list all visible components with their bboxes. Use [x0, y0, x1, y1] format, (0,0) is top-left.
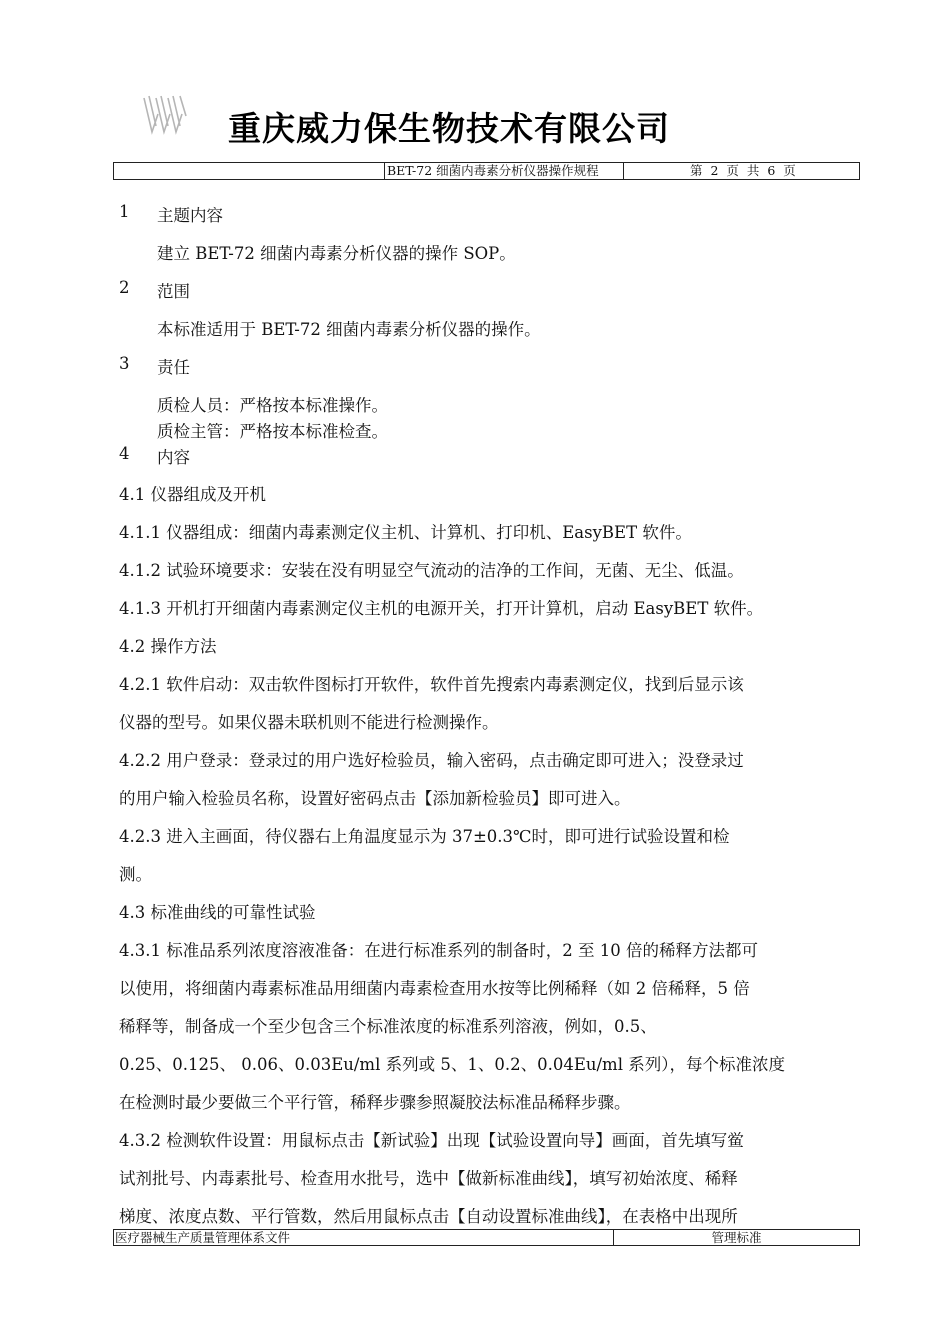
- paragraph-4-1-2: 4.1.2 试验环境要求：安装在没有明显空气流动的洁净的工作间，无菌、无尘、低温。: [119, 561, 744, 580]
- page-number: 第 2 页 共 6 页: [690, 163, 796, 178]
- paragraph-4-3-1-line-2: 以使用，将细菌内毒素标准品用细菌内毒素检查用水按等比例稀释（如 2 倍稀释，5 倍: [119, 979, 750, 998]
- paragraph-4-3-2-line-3: 梯度、浓度点数、平行管数，然后用鼠标点击【自动设置标准曲线】，在表格中出现所: [119, 1207, 738, 1226]
- section-2-text: 本标准适用于 BET-72 细菌内毒素分析仪器的操作。: [157, 320, 541, 339]
- paragraph-4-3-2-line-2: 试剂批号、内毒素批号、检查用水批号，选中【做新标准曲线】，填写初始浓度、稀释: [119, 1169, 738, 1188]
- document-title: BET-72 细菌内毒素分析仪器操作规程: [385, 163, 624, 179]
- paragraph-4-1: 4.1 仪器组成及开机: [119, 485, 266, 504]
- section-4-heading: 4 内容: [119, 444, 190, 467]
- section-2-heading: 2 范围: [119, 278, 190, 301]
- footer-table: [113, 1229, 860, 1246]
- paragraph-4-3-1-line-3: 稀释等，制备成一个至少包含三个标准浓度的标准系列溶液，例如，0.5、: [119, 1017, 657, 1036]
- section-1-text: 建立 BET-72 细菌内毒素分析仪器的操作 SOP。: [157, 244, 516, 263]
- document-body: [119, 200, 859, 1227]
- section-3-text-1: 质检人员：严格按本标准操作。: [157, 396, 388, 415]
- paragraph-4-2: 4.2 操作方法: [119, 637, 217, 656]
- company-name: 重庆威力保生物技术有限公司: [228, 109, 670, 148]
- paragraph-4-3-1-line-5: 在检测时最少要做三个平行管，稀释步骤参照凝胶法标准品稀释步骤。: [119, 1093, 631, 1112]
- company-logo-icon: [140, 92, 190, 142]
- paragraph-4-2-2-line-2: 的用户输入检验员名称，设置好密码点击【添加新检验员】即可进入。: [119, 789, 631, 808]
- paragraph-4-3: 4.3 标准曲线的可靠性试验: [119, 903, 316, 922]
- paragraph-4-2-3-line-1: 4.2.3 进入主画面，待仪器右上角温度显示为 37±0.3℃时，即可进行试验设置和检: [119, 827, 730, 846]
- header-cell-blank: [114, 163, 385, 179]
- footer-document-system: 医疗器械生产质量管理体系文件: [114, 1230, 614, 1245]
- header-table: [113, 162, 860, 180]
- paragraph-4-3-1-line-4: 0.25、0.125、 0.06、0.03Eu/ml 系列或 5、1、0.2、0.04Eu/ml 系列），每个标准浓度: [119, 1055, 785, 1074]
- section-3-heading: 3 责任: [119, 354, 190, 377]
- paragraph-4-1-1: 4.1.1 仪器组成：细菌内毒素测定仪主机、计算机、打印机、EasyBET 软件。: [119, 523, 692, 542]
- paragraph-4-1-3: 4.1.3 开机打开细菌内毒素测定仪主机的电源开关，打开计算机，启动 EasyBET 软件。: [119, 599, 764, 618]
- paragraph-4-3-1-line-1: 4.3.1 标准品系列浓度溶液准备：在进行标准系列的制备时，2 至 10 倍的稀释方法都可: [119, 941, 758, 960]
- section-3-text-2: 质检主管：严格按本标准检查。: [157, 422, 388, 441]
- paragraph-4-3-2-line-1: 4.3.2 检测软件设置：用鼠标点击【新试验】出现【试验设置向导】画面，首先填写鲎: [119, 1131, 744, 1150]
- paragraph-4-2-1-line-2: 仪器的型号。如果仪器未联机则不能进行检测操作。: [119, 713, 499, 732]
- section-1-heading: 1 主题内容: [119, 202, 223, 225]
- footer-standard-type: 管理标准: [711, 1230, 762, 1245]
- paragraph-4-2-2-line-1: 4.2.2 用户登录：登录过的用户选好检验员，输入密码，点击确定即可进入；没登录过: [119, 751, 744, 770]
- paragraph-4-2-1-line-1: 4.2.1 软件启动：双击软件图标打开软件，软件首先搜索内毒素测定仪，找到后显示该: [119, 675, 744, 694]
- paragraph-4-2-3-line-2: 测。: [119, 865, 152, 884]
